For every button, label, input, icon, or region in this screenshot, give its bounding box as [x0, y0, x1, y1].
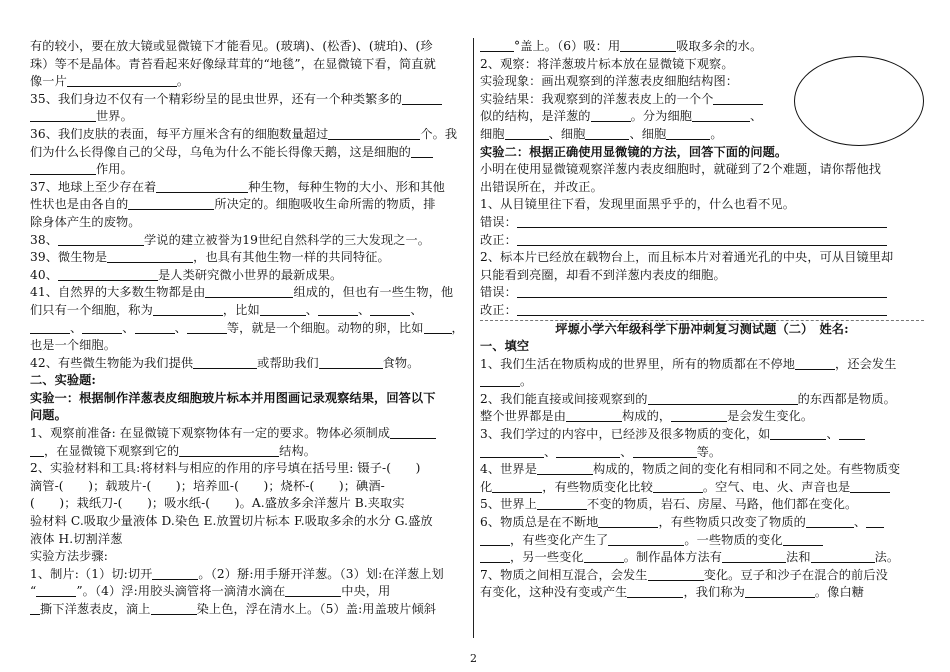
question-37: 37、地球上至少存在着 种生物，每种生物的大小、形和其他: [30, 179, 445, 194]
answer-blank[interactable]: [585, 127, 629, 140]
answer-blank[interactable]: [285, 584, 341, 597]
answer-blank[interactable]: [153, 303, 223, 316]
answer-blank[interactable]: [480, 445, 544, 458]
fill-1: 1、我们生活在物质构成的世界里，所有的物质都在不停地 ，还会发生: [480, 356, 897, 371]
answer-blank[interactable]: [795, 357, 835, 370]
step-1-cont: ，在显微镜下观察到它的 结构。: [30, 443, 468, 461]
answer-blank[interactable]: [58, 268, 158, 281]
answer-blank[interactable]: [30, 444, 44, 457]
test-title: 坪塬小学六年级科学下册冲刺复习测试题（二） 姓名:: [555, 321, 849, 336]
question-38: 38、 学说的建立被誉为19世纪自然科学的三大发现之一。: [30, 232, 431, 247]
step-2-cont: 滴管-( )；载玻片-( )；培养皿-( )；烧杯-( )；碘酒-: [30, 478, 385, 493]
problem-2-cont: 只能看到亮圈，却看不到洋葱内表皮的细胞。: [480, 267, 726, 282]
answer-blank[interactable]: [135, 321, 175, 334]
answer-blank[interactable]: [537, 462, 593, 475]
experiment-2-intro: 小明在使用显微镜观察洋葱内表皮细胞时，就碰到了2个难题，请你帮他找: [480, 162, 882, 177]
fill-3: 3、我们学过的内容中，已经涉及很多物质的变化，如 、: [480, 426, 924, 444]
answer-blank[interactable]: [36, 584, 76, 597]
answer-blank[interactable]: [328, 127, 420, 140]
fill-7: 7、物质之间相互混合，会发生 变化。豆子和沙子在混合的前后没: [480, 567, 888, 582]
fill-7-cont: 有变化，这种没有变或产生 ，我们称为 。像白糖: [480, 585, 865, 600]
answer-blank[interactable]: [620, 39, 676, 52]
answer-blank[interactable]: [402, 92, 442, 105]
correction-input[interactable]: [517, 303, 887, 316]
error-field: 错误：: [480, 284, 924, 302]
step-cover-cont: °盖上。（6）吸：用 吸取多余的水。: [480, 38, 924, 56]
experiment-result-cont: 似的结构，是洋葱的 。分为细胞 、: [480, 109, 763, 124]
fill-5: 5、世界上 不变的物质，岩石、房屋、马路，他们都在变化。: [480, 497, 858, 512]
answer-blank[interactable]: [745, 585, 815, 598]
text-line: 有的较小，要在放大镜或显微镜下才能看见。(玻璃)、(松香)、(琥珀)、(珍: [30, 39, 433, 53]
fill-2: 2、我们能直接或间接观察到的 的东西都是物质。: [480, 391, 896, 406]
answer-blank[interactable]: [783, 533, 823, 546]
text-line: 像一片 。: [30, 74, 190, 89]
fix-field: 改正：: [480, 232, 924, 250]
answer-blank[interactable]: [82, 321, 122, 334]
fill-2-cont: 整个世界都是由 构成的， 是会发生变化。: [480, 409, 814, 424]
step-observe: 2、观察：将洋葱玻片标本放在显微镜下观察。: [480, 56, 734, 71]
error-input[interactable]: [517, 215, 887, 228]
answer-blank[interactable]: [107, 250, 193, 263]
experiment-heading: 实验一：根据制作洋葱表皮细胞玻片标本并用图画记录观察结果，回答以下: [30, 390, 436, 405]
question-39: 39、微生物是 ，也具有其他生物一样的共同特征。: [30, 250, 390, 265]
answer-blank[interactable]: [648, 568, 704, 581]
step-2-cont: 液体 H.切割洋葱: [30, 531, 123, 546]
fill-3-cont: 、 、 等。: [480, 444, 924, 462]
experiment-2-intro-cont: 出错误所在，并改正。: [480, 179, 603, 194]
answer-blank[interactable]: [713, 92, 763, 105]
fill-6-cont: ，有些变化产生了 。一些物质的变化: [480, 532, 924, 550]
answer-blank[interactable]: [866, 515, 884, 528]
fill-6-cont: ，另一些变化 。制作晶体方法有 法和 法。: [480, 549, 924, 567]
answer-blank[interactable]: [850, 480, 890, 493]
answer-blank[interactable]: [505, 127, 549, 140]
answer-blank[interactable]: [390, 426, 436, 439]
correction-input[interactable]: [517, 233, 887, 246]
answer-blank[interactable]: [480, 39, 514, 52]
step-make-slide-cont: 撕下洋葱表皮，滴上 染上色，浮在清水上。（5）盖:用盖玻片倾斜: [30, 601, 468, 619]
answer-blank[interactable]: [480, 374, 520, 387]
answer-blank[interactable]: [30, 602, 40, 615]
question-40: 40、 是人类研究微小世界的最新成果。: [30, 267, 343, 282]
answer-blank[interactable]: [492, 480, 542, 493]
answer-blank[interactable]: [566, 409, 622, 422]
answer-blank[interactable]: [193, 356, 257, 369]
answer-blank[interactable]: [591, 109, 631, 122]
experiment-heading-cont: 问题。: [30, 408, 67, 423]
answer-blank[interactable]: [30, 109, 96, 122]
problem-2: 2、标本片已经放在载物台上，而且标本片对着通光孔的中央，可从目镜里却: [480, 250, 894, 265]
answer-blank[interactable]: [666, 127, 710, 140]
question-36-cont: 们为什么长得像自己的父母，乌龟为什么不能长得像天鹅，这是细胞的: [30, 144, 468, 162]
answer-blank[interactable]: [318, 303, 358, 316]
answer-blank[interactable]: [30, 162, 96, 175]
answer-blank[interactable]: [58, 233, 144, 246]
answer-blank[interactable]: [537, 497, 587, 510]
answer-blank[interactable]: [627, 585, 683, 598]
answer-blank[interactable]: [480, 533, 510, 546]
column-divider: [473, 38, 474, 638]
question-41: 41、自然界的大多数生物都是由 组成的，但也有一些生物，他: [30, 285, 454, 300]
answer-blank[interactable]: [319, 356, 383, 369]
fill-1-cont: 。: [480, 373, 924, 391]
problem-1: 1、从目镜里往下看，发现里面黑乎乎的，什么也看不见。: [480, 197, 796, 212]
step-make-slide: 1、制片:（1）切:切开 。（2）掰:用手掰开洋葱。（3）划:在洋葱上划: [30, 566, 444, 581]
experiment-result: 实验结果：我观察到的洋葱表皮上的一个个: [480, 91, 924, 109]
section-heading: 二、实验题:: [30, 373, 97, 388]
answer-blank[interactable]: [770, 427, 826, 440]
answer-blank[interactable]: [30, 321, 70, 334]
answer-blank[interactable]: [839, 427, 865, 440]
page-number: 2: [470, 652, 477, 665]
text-line: 珠）等不是晶体。青苔看起来好像绿茸茸的“地毯”，在显微镜下看，简直就: [30, 56, 436, 71]
answer-blank[interactable]: [584, 550, 624, 563]
question-41-cont: 们只有一个细胞，称为 ，比如 、 、 、: [30, 302, 423, 317]
answer-blank[interactable]: [722, 550, 786, 563]
answer-blank[interactable]: [179, 444, 279, 457]
answer-blank[interactable]: [556, 445, 620, 458]
answer-blank[interactable]: [653, 480, 703, 493]
step-1: 1、观察前准备: 在显微镜下观察物体有一定的要求。物体必须制成: [30, 425, 468, 443]
fix-field: 改正：: [480, 302, 924, 321]
answer-blank[interactable]: [692, 109, 750, 122]
answer-blank[interactable]: [260, 303, 306, 316]
answer-blank[interactable]: [811, 550, 875, 563]
question-42: 42、有些微生物能为我们提供 或帮助我们 食物。: [30, 355, 420, 370]
step-make-slide-cont: “ ”。（4）浮:用胶头滴管将一滴清水滴在 中央，用: [30, 584, 391, 599]
answer-blank[interactable]: [633, 445, 697, 458]
answer-blank[interactable]: [648, 392, 798, 405]
answer-blank[interactable]: [411, 145, 433, 158]
question-35-cont: 世界。: [30, 108, 468, 126]
error-input[interactable]: [517, 285, 887, 298]
section-heading: 一、填空: [480, 339, 530, 354]
question-41-cont: 也是一个细胞。: [30, 338, 117, 353]
question-41-cont: 、 、 、 等，就是一个细胞。动物的卵，比如 ，: [30, 320, 468, 338]
answer-blank[interactable]: [598, 515, 658, 528]
answer-blank[interactable]: [480, 550, 510, 563]
answer-blank[interactable]: [806, 515, 854, 528]
answer-blank[interactable]: [424, 321, 452, 334]
left-column: [30, 38, 468, 619]
drawing-area-ellipse[interactable]: [794, 56, 924, 146]
fill-4: 4、世界是 构成的，物质之间的变化有相同和不同之处。有些物质变: [480, 462, 901, 477]
answer-blank[interactable]: [152, 567, 198, 580]
step-2: 2、实验材料和工具:将材料与相应的作用的序号填在括号里: 镊子-( ): [30, 461, 421, 476]
experiment-result-cont: 细胞 、细胞 、细胞 。: [480, 126, 723, 141]
question-37-cont: 除身体产生的废物。: [30, 214, 141, 229]
experiment-2-heading: 实验二：根据正确使用显微镜的方法，回答下面的问题。: [480, 144, 788, 159]
answer-blank[interactable]: [128, 197, 214, 210]
method-heading: 实验方法步骤:: [30, 549, 108, 564]
answer-blank[interactable]: [671, 409, 727, 422]
question-35: 35、我们身边不仅有一个精彩纷呈的昆虫世界，还有一个种类繁多的: [30, 91, 468, 109]
step-2-cont: ( )；栽纸刀-( )；吸水纸-( )。A.盛放多余洋葱片 B.夹取实: [30, 496, 405, 511]
step-2-cont: 验材料 C.吸取少量液体 D.染色 E.放置切片标本 F.吸取多余的水分 G.盛放: [30, 514, 433, 529]
experiment-phenomenon: 实验现象：画出观察到的洋葱表皮细胞结构图：: [480, 74, 739, 89]
question-36: 36、我们皮肤的表面，每平方厘米含有的细胞数量超过 个。我: [30, 126, 458, 141]
answer-blank[interactable]: [608, 533, 684, 546]
error-field: 错误：: [480, 214, 924, 232]
answer-blank[interactable]: [67, 74, 177, 87]
fill-4-cont: 化 ，有些物质变化比较 。空气、电、火、声音也是: [480, 479, 924, 497]
answer-blank[interactable]: [205, 285, 293, 298]
answer-blank[interactable]: [370, 303, 410, 316]
answer-blank[interactable]: [187, 321, 227, 334]
question-37-cont: 性状也是由各自的 所决定的。细胞吸收生命所需的物质，排: [30, 197, 436, 212]
answer-blank[interactable]: [156, 180, 248, 193]
fill-6: 6、物质总是在不断地 ，有些物质只改变了物质的 、: [480, 514, 924, 532]
question-36-cont: 作用。: [30, 161, 468, 179]
answer-blank[interactable]: [151, 602, 197, 615]
